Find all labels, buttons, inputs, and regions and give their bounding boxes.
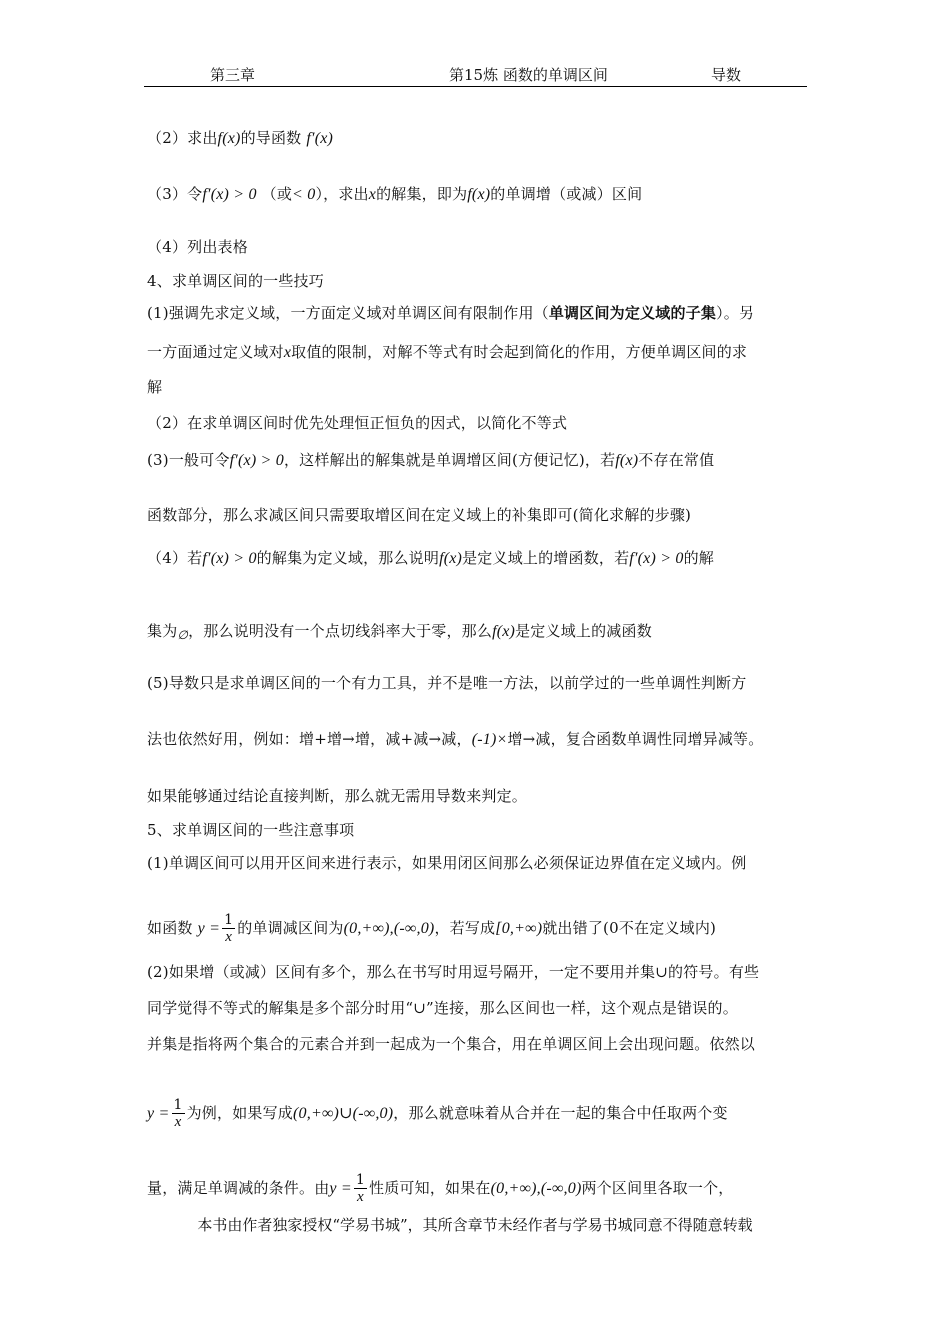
section-4-heading: 4、求单调区间的一些技巧 [147, 272, 324, 290]
math-fpx-gt0: f′(x) > 0 [202, 186, 257, 203]
math-y-eq: y = [147, 1105, 170, 1122]
note-2-line-5: 量，满足单调减的条件。由y = $\frac{1}{x}$ 性质可知，如果在(0,+∞),(-∞,0)两个区间里各取一个， [147, 1172, 734, 1205]
math-y-eq: y = [197, 920, 221, 937]
header-rule [144, 86, 807, 87]
note-2-line-2: 同学觉得不等式的解集是多个部分时用“∪”连接，那么区间也一样，这个观点是错误的。 [147, 999, 738, 1017]
fraction-1-over-x: $\frac{1}{x}$ [224, 912, 234, 945]
math-y-eq: y = [329, 1180, 352, 1197]
tip-1-line-1: (1)强调先求定义域，一方面定义域对单调区间有限制作用（单调区间为定义域的子集）。另 [147, 304, 755, 322]
header-topic: 导数 [711, 66, 742, 84]
math-emptyset: ∅ [177, 628, 189, 642]
tip-3-line-2: 函数部分，那么求减区间只需要取增区间在定义域上的补集即可(简化求解的步骤) [147, 506, 692, 524]
tip-5-line-1: (5)导数只是求单调区间的一个有力工具，并不是唯一方法，以前学过的一些单调性判断方 [147, 674, 747, 692]
step-4-line: （4）列出表格 [147, 238, 248, 256]
math-fpx: f′(x) [306, 130, 334, 147]
note-1-line-1: (1)单调区间可以用开区间来进行表示，如果用闭区间那么必须保证边界值在定义域内。例 [147, 854, 747, 872]
note-2-line-3: 并集是指将两个集合的元素合并到一起成为一个集合，用在单调区间上会出现问题。依然以 [147, 1035, 756, 1053]
math-fpx-gt0: f′(x) > 0 [629, 550, 684, 567]
tip-3-line-1: (3)一般可令f′(x) > 0，这样解出的解集就是单调增区间(方便记忆)，若f(x)不存在常值 [147, 451, 715, 469]
note-1-line-2: 如函数 y = $\frac{1}{x}$ 的单调减区间为(0,+∞),(-∞,0)，若写成[0,+∞)就出错了(0不在定义域内) [147, 912, 717, 945]
math-intervals-comma: (0,+∞),(-∞,0) [490, 1180, 582, 1197]
math-intervals-comma: (0,+∞),(-∞,0) [343, 920, 435, 937]
header-section: 第15炼 函数的单调区间 [449, 66, 608, 84]
math-fx: f(x) [492, 623, 516, 640]
math-fx: f(x) [615, 452, 639, 469]
math-fx: f(x) [439, 550, 463, 567]
math-fx: f(x) [467, 186, 491, 203]
math-fpx-gt0: f′(x) > 0 [202, 550, 257, 567]
step-2-line: （2）求出f(x)的导函数 f′(x) [147, 129, 334, 147]
step-3-line: （3）令f′(x) > 0 （或< 0），求出x的解集，即为f(x)的单调增（或减）区间 [147, 185, 643, 203]
math-x: x [368, 186, 377, 203]
math-fpx-gt0: f′(x) > 0 [229, 452, 284, 469]
tip-1-line-2: 一方面通过定义域对x取值的限制，对解不等式有时会起到简化的作用，方便单调区间的求 [147, 343, 748, 361]
note-2-line-1: (2)如果增（或减）区间有多个，那么在书写时用逗号隔开，一定不要用并集∪的符号。有些 [147, 963, 760, 981]
tip-5-line-3: 如果能够通过结论直接判断，那么就无需用导数来判定。 [147, 787, 528, 805]
math-fx: f(x) [217, 130, 241, 147]
tip-1-line-3: 解 [147, 378, 163, 396]
tip-4-line-2: 集为$_\emptyset$，那么说明没有一个点切线斜率大于零，那么f(x)是定义域上的减函数 [147, 622, 652, 642]
tip-2-line: （2）在求单调区间时优先处理恒正恒负的因式，以简化不等式 [147, 414, 568, 432]
fraction-1-over-x: $\frac{1}{x}$ [355, 1172, 366, 1205]
tip-5-line-2: 法也依然好用，例如：增+增→增，减+减→减，(-1)×增→减，复合函数单调性同增异减等。 [147, 730, 764, 748]
bold-phrase: 单调区间为定义域的子集 [548, 304, 717, 322]
footer-copyright: 本书由作者独家授权“学易书城”，其所含章节未经作者与学易书城同意不得随意转载 [197, 1216, 753, 1234]
tip-4-line-1: （4）若f′(x) > 0的解集为定义域，那么说明f(x)是定义域上的增函数，若f′(x) > 0的解 [147, 549, 715, 567]
math-x: x [283, 344, 292, 361]
math-lt0: < 0 [292, 186, 316, 203]
note-2-line-4: y = $\frac{1}{x}$ 为例，如果写成(0,+∞)∪(-∞,0)，那么就意味着从合并在一起的集合中任取两个变 [147, 1097, 728, 1130]
math-neg1-times: (-1)× [471, 731, 508, 748]
fraction-1-over-x: $\frac{1}{x}$ [173, 1097, 183, 1130]
math-interval-closed: [0,+∞) [495, 920, 543, 937]
section-5-heading: 5、求单调区间的一些注意事项 [147, 821, 355, 839]
header-chapter: 第三章 [210, 66, 256, 84]
math-intervals-union: (0,+∞)∪(-∞,0) [293, 1105, 394, 1122]
